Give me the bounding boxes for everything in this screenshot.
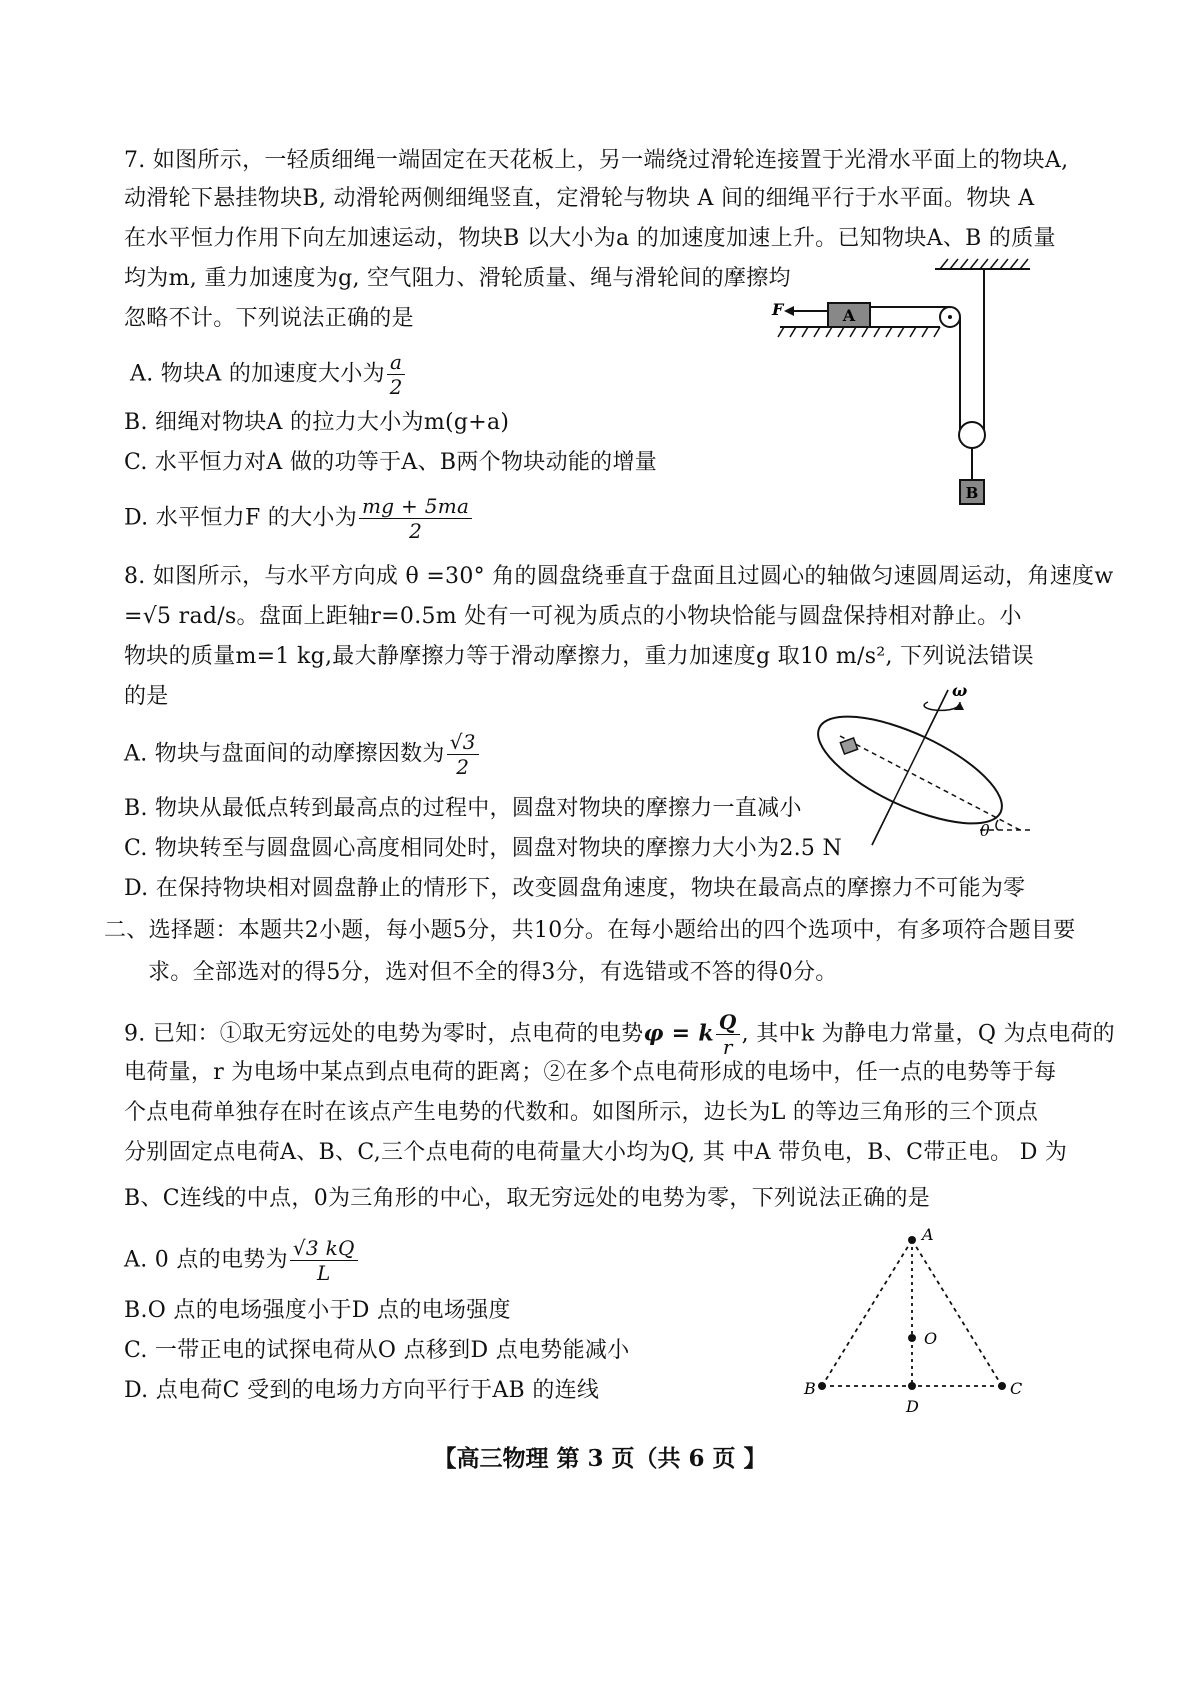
q9-line-1-start: 9. 已知：①取无穷远处的电势为零时，点电荷的电势: [124, 1021, 644, 1047]
label-b: B: [804, 1379, 816, 1398]
q9-phi-numerator: Q: [716, 1010, 740, 1035]
q9-line-2: 电荷量，r 为电场中某点到点电荷的距离；②在多个点电荷形成的电场中，任一点的电势等于每: [124, 1060, 1057, 1085]
q7-option-b: B. 细绳对物块A 的拉力大小为m(g+a): [124, 410, 510, 435]
q8-line-4: 的是: [124, 684, 169, 709]
point-d: [908, 1382, 916, 1390]
movable-pulley: [959, 422, 985, 448]
point-c: [998, 1382, 1006, 1390]
q9-option-a-text: A. 0 点的电势为: [124, 1247, 288, 1273]
omega-label: ω: [952, 681, 968, 700]
q8-line-3: 物块的质量m=1 kg,最大静摩擦力等于滑动摩擦力，重力加速度g 取10 m/s², 下列说法错误: [124, 644, 1034, 669]
block-b-label: B: [965, 484, 979, 502]
q9-line-1-end: , 其中k 为静电力常量，Q 为点电荷的: [741, 1021, 1115, 1047]
q7-line-2: 动滑轮下悬挂物块B, 动滑轮两侧细绳竖直，定滑轮与物块 A 间的细绳平行于水平面。物块 A: [124, 186, 1035, 211]
q9-option-c: C. 一带正电的试探电荷从O 点移到D 点电势能减小: [124, 1338, 630, 1363]
q8-disk-figure: [800, 680, 1040, 850]
fixed-pulley-axle: [948, 315, 952, 319]
q7-option-d-text: D. 水平恒力F 的大小为: [124, 505, 357, 531]
q9-line-4: 分别固定点电荷A、B、C,三个点电荷的电荷量大小均为Q, 其 中A 带负电，B、C带正电。 D 为: [124, 1140, 1068, 1165]
q8-option-d: D. 在保持物块相对圆盘静止的情形下，改变圆盘角速度，物块在最高点的摩擦力不可能为零: [124, 876, 1026, 901]
floor-hatch: [778, 327, 940, 337]
page-footer: 【高三物理 第 3 页（共 6 页 】: [433, 1445, 767, 1472]
q9-option-a-fraction: [290, 1236, 358, 1285]
q7-option-a: [130, 350, 407, 399]
q7-option-a-text: A. 物块A 的加速度大小为: [130, 361, 385, 387]
q7-option-d-numerator: mg + 5ma: [359, 494, 472, 519]
q8-option-b: B. 物块从最低点转到最高点的过程中，圆盘对物块的摩擦力一直减小: [124, 796, 802, 821]
label-d: D: [906, 1397, 919, 1416]
q8-option-a-numerator: √3: [447, 730, 479, 755]
theta-label: θ: [980, 821, 990, 840]
q9-phi-fraction: [716, 1010, 740, 1059]
section2-line-2: 求。全部选对的得5分，选对但不全的得3分，有选错或不答的得0分。: [148, 960, 838, 985]
q8-option-a-text: A. 物块与盘面间的动摩擦因数为: [124, 741, 445, 767]
force-label: F: [772, 300, 784, 319]
q7-option-d-denominator: 2: [409, 519, 423, 543]
q9-option-b: B.O 点的电场强度小于D 点的电场强度: [124, 1298, 511, 1323]
q7-option-d-fraction: [359, 494, 472, 543]
q7-pulley-figure: [760, 255, 1060, 520]
q9-option-d: D. 点电荷C 受到的电场力方向平行于AB 的连线: [124, 1378, 600, 1403]
q9-line-3: 个点电荷单独存在时在该点产生电势的代数和。如图所示，边长为L 的等边三角形的三个顶点: [124, 1100, 1039, 1125]
triangle-side-ac: [912, 1240, 1002, 1386]
label-a: A: [922, 1225, 934, 1244]
q7-line-5: 忽略不计。下列说法正确的是: [124, 306, 414, 331]
triangle-side-ab: [822, 1240, 912, 1386]
q7-option-a-denominator: 2: [389, 375, 403, 399]
label-c: C: [1010, 1379, 1023, 1398]
q9-option-a: [124, 1236, 360, 1285]
theta-arc: [996, 820, 998, 830]
q9-option-a-numerator: √3 kQ: [290, 1236, 358, 1261]
q8-option-a-denominator: 2: [456, 755, 470, 779]
q7-option-a-numerator: a: [387, 350, 405, 375]
q9-line-5: B、C连线的中点，0为三角形的中心，取无穷远处的电势为零，下列说法正确的是: [124, 1186, 931, 1211]
q7-option-d: [124, 494, 474, 543]
ceiling-hatch: [940, 259, 1028, 269]
q8-option-a: [124, 730, 481, 779]
q8-option-c: C. 物块转至与圆盘圆心高度相同处时，圆盘对物块的摩擦力大小为2.5 N: [124, 836, 843, 861]
label-o: O: [924, 1329, 938, 1348]
q9-phi-denominator: r: [722, 1035, 733, 1059]
point-a: [908, 1236, 916, 1244]
q9-option-a-denominator: L: [317, 1261, 331, 1285]
block-a-label: A: [842, 306, 856, 325]
q7-line-3: 在水平恒力作用下向左加速运动，物块B 以大小为a 的加速度加速上升。已知物块A、B 的质量: [124, 226, 1056, 251]
point-o: [908, 1334, 916, 1342]
section2-line-1: 二、选择题：本题共2小题，每小题5分，共10分。在每小题给出的四个选项中，有多项符合题目要: [104, 918, 1076, 943]
q8-line-1: 8. 如图所示，与水平方向成 θ =30° 角的圆盘绕垂直于盘面且过圆心的轴做匀速圆周运动，角速度w: [124, 564, 1114, 589]
q8-line-2: =√5 rad/s。盘面上距轴r=0.5m 处有一可视为质点的小物块恰能与圆盘保持相对静止。小: [124, 604, 1022, 629]
omega-arrow-head: [954, 702, 964, 710]
q7-line-4: 均为m, 重力加速度为g, 空气阻力、滑轮质量、绳与滑轮间的摩擦均: [124, 266, 791, 291]
q8-option-a-fraction: [447, 730, 479, 779]
q7-line-1: 7. 如图所示，一轻质细绳一端固定在天花板上，另一端绕过滑轮连接置于光滑水平面上的物块A,: [124, 148, 1069, 173]
q9-triangle-figure: [800, 1222, 1050, 1422]
q7-option-a-fraction: [387, 350, 405, 399]
point-b: [818, 1382, 826, 1390]
q9-phi-equation: φ = k: [643, 1020, 714, 1047]
q7-option-c: C. 水平恒力对A 做的功等于A、B两个物块动能的增量: [124, 450, 658, 475]
force-arrow-head: [784, 306, 794, 316]
q9-line-1: [124, 1010, 1115, 1059]
